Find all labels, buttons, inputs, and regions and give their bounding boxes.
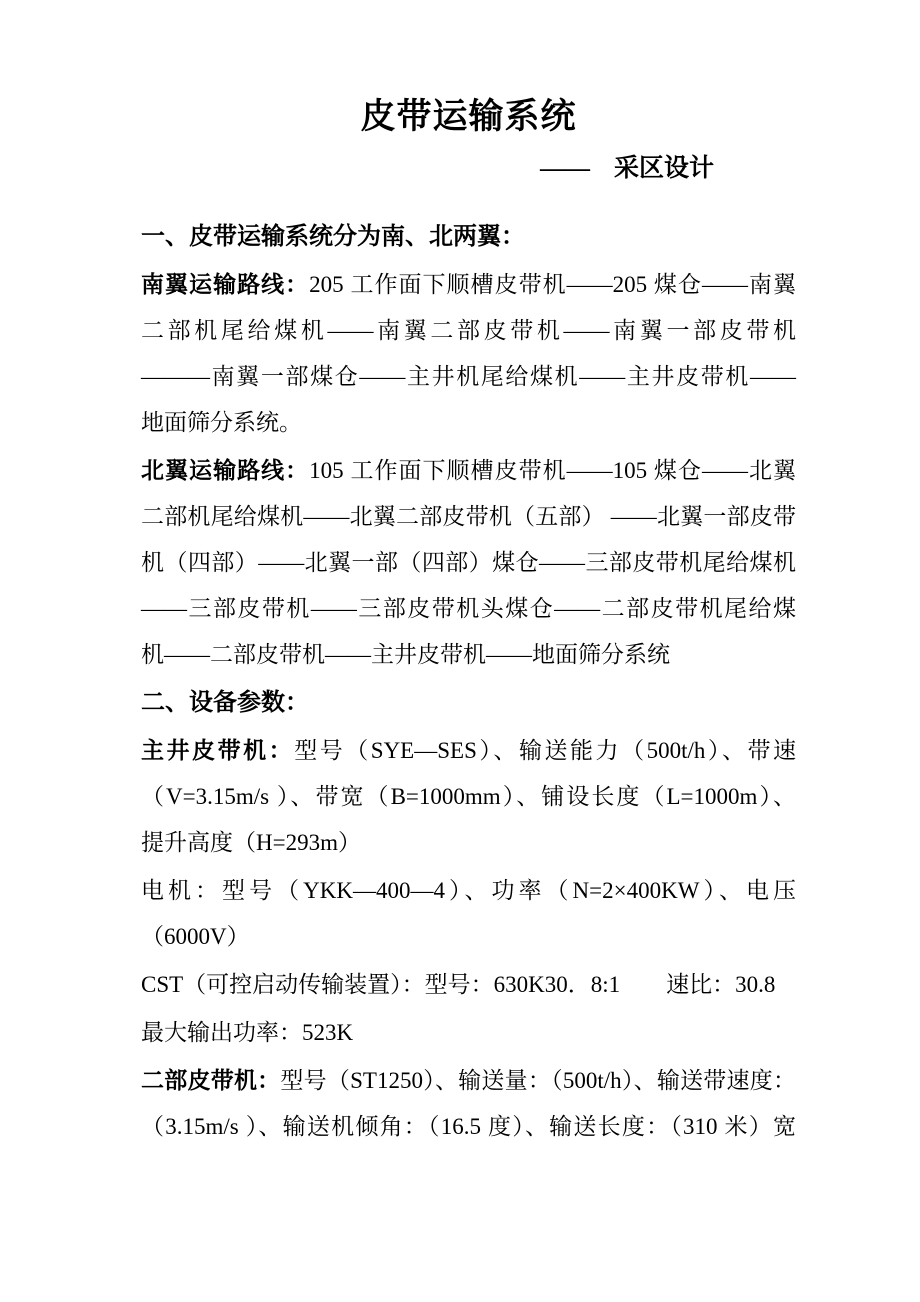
run-text: （3.15m/s ）、输送机倾角：（16.5 度）、输送长度：（310 米）宽 (141, 1114, 796, 1139)
paragraph-second-belt (141, 1058, 796, 1150)
run-text: 电机：型号（YKK—400—4）、功率（N=2×400KW）、电压 (141, 878, 796, 903)
run-text: ———南翼一部煤仓——主井机尾给煤机——主井皮带机—— (141, 364, 796, 389)
section-heading-two: 二、设备参数： (141, 690, 309, 716)
paragraph-south-route (141, 262, 796, 446)
text-line (141, 400, 796, 446)
run-text: 最大输出功率：523K (141, 1020, 354, 1045)
run-text: CST（可控启动传输装置）：型号：630K30．8:1 速比：30.8 (141, 972, 776, 997)
text-line (141, 354, 796, 400)
text-line (141, 262, 796, 308)
paragraph-motor (141, 868, 796, 960)
text-line (141, 774, 796, 820)
run-text: 型号（SYE—SES）、输送能力（500t/h）、带速 (294, 738, 796, 763)
text-line (141, 448, 796, 494)
run-text: 机（四部）——北翼一部（四部）煤仓——三部皮带机尾给煤机 (141, 550, 796, 575)
paragraph-main-shaft-belt (141, 728, 796, 866)
subtitle-text: 采区设计 (613, 155, 714, 182)
text-line (141, 1010, 796, 1056)
run-text: 提升高度（H=293m） (141, 830, 361, 855)
text-line (141, 868, 796, 914)
run-text: ——三部皮带机——三部皮带机头煤仓——二部皮带机尾给煤 (141, 596, 796, 621)
paragraph-north-route (141, 448, 796, 678)
run-text: （V=3.15m/s ）、带宽（B=1000mm）、铺设长度（L=1000m）、 (141, 784, 796, 809)
run-text: 205 工作面下顺槽皮带机——205 煤仓——南翼 (309, 272, 797, 297)
paragraph-cst (141, 962, 796, 1008)
text-line (141, 586, 796, 632)
text-line (141, 820, 796, 866)
document-subtitle (141, 154, 796, 184)
text-line (141, 540, 796, 586)
text-line (141, 308, 796, 354)
text-line (141, 632, 796, 678)
run-text: 机——二部皮带机——主井皮带机——地面筛分系统 (141, 642, 670, 667)
run-text: （6000V） (141, 924, 250, 949)
text-line (141, 962, 796, 1008)
text-line (141, 1104, 796, 1150)
document-title: 皮带运输系统 (360, 97, 577, 136)
run-text: 二部机尾给煤机——北翼二部皮带机（五部） ——北翼一部皮带 (141, 504, 796, 529)
run-text: 二部机尾给煤机——南翼二部皮带机——南翼一部皮带机 (141, 318, 796, 343)
text-line (141, 1058, 796, 1104)
run-text: 105 工作面下顺槽皮带机——105 煤仓——北翼 (309, 458, 797, 483)
run-bold: 南翼运输路线： (141, 272, 310, 297)
run-bold: 二部皮带机： (141, 1068, 281, 1093)
text-line (141, 728, 796, 774)
text-line (141, 494, 796, 540)
run-text: 型号（ST1250）、输送量：（500t/h）、输送带速度： (280, 1068, 797, 1093)
text-line (141, 914, 796, 960)
subtitle-dash: —— (539, 155, 590, 182)
run-text: 地面筛分系统。 (141, 410, 302, 435)
run-bold: 北翼运输路线： (141, 458, 310, 483)
run-bold: 主井皮带机： (141, 738, 295, 763)
document-content (141, 96, 796, 1150)
section-heading-one: 一、皮带运输系统分为南、北两翼： (141, 224, 525, 250)
paragraph-max-output (141, 1010, 796, 1056)
